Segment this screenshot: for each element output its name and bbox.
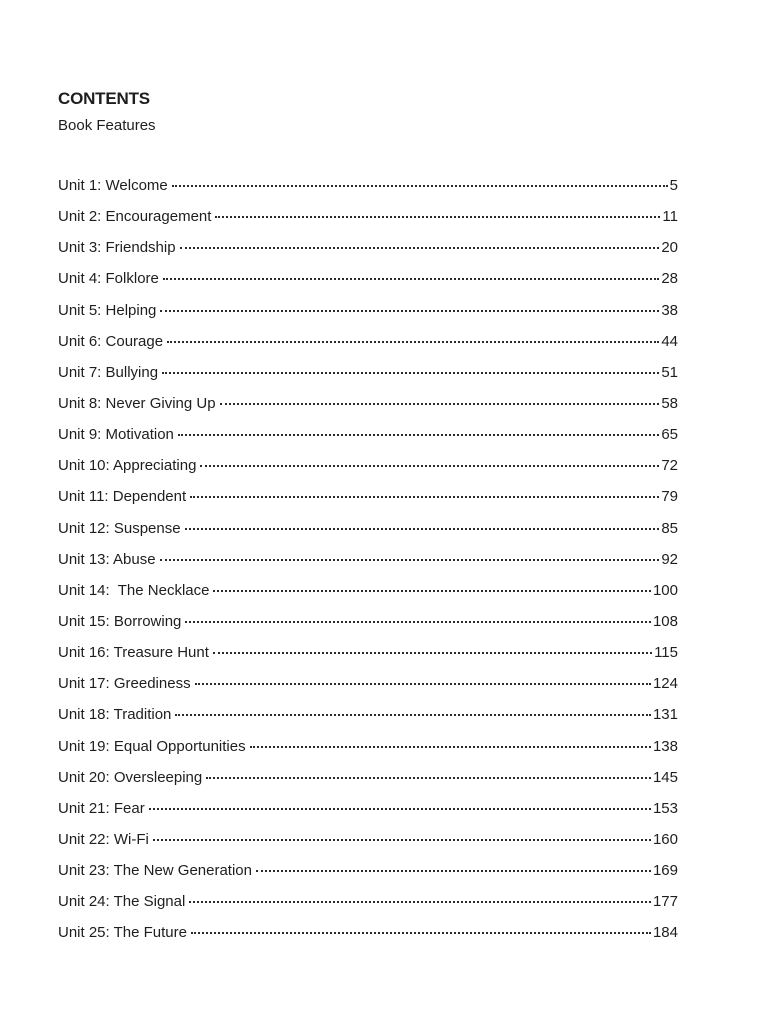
- toc-entry-title: Unit 16: Treasure Hunt: [58, 644, 209, 662]
- dot-leader: [153, 826, 651, 844]
- toc-entry-title: Unit 23: The New Generation: [58, 862, 252, 880]
- toc-entry-page-number: 51: [661, 363, 678, 381]
- dot-leader: [213, 639, 652, 657]
- dot-leader: [180, 234, 660, 252]
- toc-entry-page-number: 38: [661, 301, 678, 319]
- toc-entry-title: Unit 25: The Future: [58, 924, 187, 942]
- toc-entry-title: Unit 18: Tradition: [58, 706, 172, 724]
- toc-entry-title: Unit 1: Welcome: [58, 177, 168, 194]
- dot-leader: [189, 888, 651, 906]
- toc-entry-page-number: 28: [661, 270, 678, 288]
- dot-leader: [178, 421, 659, 439]
- toc-entry-title: Unit 17: Greediness: [58, 675, 191, 693]
- toc-entry-title: Unit 15: Borrowing: [58, 612, 182, 630]
- dot-leader: [250, 733, 651, 751]
- dot-leader: [167, 328, 659, 346]
- toc-entry[interactable]: [58, 826, 678, 857]
- toc-entry[interactable]: [58, 639, 678, 670]
- toc-entry-page-number: 184: [652, 924, 678, 942]
- toc-entry-title: Unit 2: Encouragement: [58, 208, 212, 226]
- toc-entry-page-number: 108: [652, 612, 678, 630]
- toc-entry-title: Unit 24: The Signal: [58, 893, 186, 911]
- dot-leader: [163, 265, 659, 283]
- toc-entry[interactable]: [58, 608, 678, 639]
- toc-entry[interactable]: [58, 515, 678, 546]
- dot-leader: [191, 919, 651, 937]
- toc-entry-title: Unit 3: Friendship: [58, 239, 176, 257]
- toc-entry-page-number: 92: [661, 550, 678, 568]
- toc-entry-page-number: 44: [661, 332, 678, 350]
- toc-entry-page-number: 20: [661, 239, 678, 257]
- toc-entry-title: Unit 10: Appreciating: [58, 457, 197, 475]
- dot-leader: [195, 670, 651, 688]
- toc-entry[interactable]: [58, 733, 678, 764]
- dot-leader: [220, 390, 660, 408]
- toc-entry[interactable]: [58, 795, 678, 826]
- toc-entry[interactable]: [58, 359, 678, 390]
- toc-entry-page-number: 72: [661, 457, 678, 475]
- dot-leader: [162, 359, 659, 377]
- toc-entry-page-number: 145: [652, 768, 678, 786]
- book-features-link[interactable]: Book Features: [58, 117, 156, 134]
- toc-entry-page-number: 131: [652, 706, 678, 724]
- toc-entry[interactable]: [58, 328, 678, 359]
- page-title: CONTENTS: [58, 89, 150, 108]
- toc-entry-title: Unit 5: Helping: [58, 301, 157, 319]
- toc-entry-page-number: 58: [661, 394, 678, 412]
- toc-entry-title: Unit 9: Motivation: [58, 426, 174, 444]
- toc-entry-page-number: 124: [652, 675, 678, 693]
- toc-entry-title: Unit 14: The Necklace: [58, 581, 210, 599]
- toc-entry[interactable]: [58, 888, 678, 919]
- toc-entry-title: Unit 19: Equal Opportunities: [58, 737, 246, 755]
- dot-leader: [175, 701, 651, 719]
- dot-leader: [172, 172, 668, 190]
- toc-entry[interactable]: [58, 919, 678, 950]
- toc-entry-page-number: 169: [652, 862, 678, 880]
- toc-entry[interactable]: [58, 203, 678, 234]
- dot-leader: [190, 483, 659, 501]
- toc-entry-page-number: 5: [669, 177, 678, 194]
- dot-leader: [160, 546, 660, 564]
- dot-leader: [215, 203, 660, 221]
- toc-entry-title: Unit 13: Abuse: [58, 550, 156, 568]
- dot-leader: [213, 577, 651, 595]
- dot-leader: [185, 608, 651, 626]
- toc-entry-page-number: 177: [652, 893, 678, 911]
- toc-entry[interactable]: [58, 483, 678, 514]
- toc-entry-title: Unit 22: Wi-Fi: [58, 830, 149, 848]
- toc-entry[interactable]: [58, 452, 678, 483]
- toc-entry[interactable]: [58, 577, 678, 608]
- dot-leader: [185, 515, 660, 533]
- toc-entry[interactable]: [58, 764, 678, 795]
- toc-entry-page-number: 160: [652, 830, 678, 848]
- toc-entry-page-number: 65: [661, 426, 678, 444]
- toc-entry[interactable]: [58, 390, 678, 421]
- dot-leader: [256, 857, 651, 875]
- toc-entry-title: Unit 12: Suspense: [58, 519, 181, 537]
- toc-entry-page-number: 85: [661, 519, 678, 537]
- toc-entry[interactable]: [58, 265, 678, 296]
- toc-entry-title: Unit 20: Oversleeping: [58, 768, 203, 786]
- table-of-contents: [58, 172, 678, 951]
- toc-entry-title: Unit 11: Dependent: [58, 488, 187, 506]
- toc-entry-title: Unit 4: Folklore: [58, 270, 159, 288]
- toc-entry[interactable]: [58, 172, 678, 203]
- toc-entry-title: Unit 6: Courage: [58, 332, 164, 350]
- toc-entry-page-number: 153: [652, 799, 678, 817]
- dot-leader: [160, 297, 659, 315]
- dot-leader: [149, 795, 651, 813]
- toc-entry-page-number: 138: [652, 737, 678, 755]
- dot-leader: [206, 764, 651, 782]
- toc-entry[interactable]: [58, 546, 678, 577]
- toc-entry-page-number: 11: [662, 208, 678, 226]
- toc-entry[interactable]: [58, 234, 678, 265]
- toc-entry[interactable]: [58, 857, 678, 888]
- toc-entry-title: Unit 8: Never Giving Up: [58, 394, 216, 412]
- dot-leader: [200, 452, 659, 470]
- toc-entry-title: Unit 21: Fear: [58, 799, 145, 817]
- toc-entry-page-number: 100: [652, 581, 678, 599]
- toc-entry[interactable]: [58, 421, 678, 452]
- toc-entry[interactable]: [58, 701, 678, 732]
- toc-entry-page-number: 115: [654, 644, 678, 662]
- toc-entry[interactable]: [58, 297, 678, 328]
- toc-entry-page-number: 79: [661, 488, 678, 506]
- toc-entry[interactable]: [58, 670, 678, 701]
- toc-entry-title: Unit 7: Bullying: [58, 363, 159, 381]
